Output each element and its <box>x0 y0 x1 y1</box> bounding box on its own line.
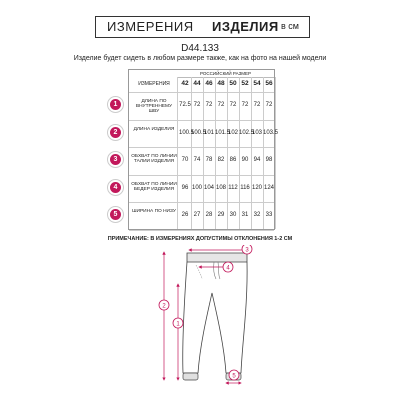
table-cell: 72.5 <box>179 102 191 108</box>
measure-label: ОБХВАТ ПО ЛИНИИ БЕДЕР ИЗДЕЛИЯ <box>131 181 177 192</box>
grid-vline <box>227 77 228 229</box>
figure-marker-5 <box>229 370 239 380</box>
svg-text:1: 1 <box>176 321 180 328</box>
left-cuff <box>183 373 198 380</box>
size-header-cell: 48 <box>217 80 225 87</box>
grid-vline <box>191 77 192 229</box>
table-cell: 29 <box>217 212 225 218</box>
pants-outline <box>183 262 247 373</box>
grid-hline <box>129 120 274 121</box>
size-header-cell: 42 <box>181 80 189 87</box>
figure-marker-4 <box>223 262 233 272</box>
size-header-cell: 50 <box>229 80 237 87</box>
size-table <box>128 69 279 230</box>
measure-column-header: ИЗМЕРЕНИЯ <box>138 81 170 87</box>
svg-text:4: 4 <box>226 265 230 272</box>
table-cell: 30 <box>229 212 237 218</box>
page-header <box>0 16 400 38</box>
measure-number-badge: 2 <box>110 127 121 138</box>
pants-diagram <box>130 245 280 393</box>
table-cell: 94 <box>253 157 261 163</box>
measure-number-badge: 1 <box>110 99 121 110</box>
size-header-cell: 44 <box>193 80 201 87</box>
measure-label: ДЛИНА ПО ВНУТРЕННЕМУ ШВУ <box>135 99 173 115</box>
measure-number-badge: 3 <box>110 154 121 165</box>
table-cell: 96 <box>181 184 189 191</box>
figure-marker-3 <box>242 245 252 254</box>
size-header-cell: 46 <box>205 80 213 87</box>
grid-hline <box>129 202 274 203</box>
grid-vline <box>239 77 240 229</box>
table-cell: 72 <box>229 102 237 108</box>
svg-text:5: 5 <box>232 373 236 380</box>
table-cell: 124 <box>263 184 274 191</box>
table-cell: 103 <box>251 129 262 136</box>
svg-text:3: 3 <box>245 247 249 254</box>
size-group-header: РОССИЙСКИЙ РАЗМЕР <box>177 70 274 78</box>
drawstring <box>214 262 220 279</box>
table-cell: 28 <box>205 212 213 218</box>
grid-vline <box>203 77 204 229</box>
table-cell: 120 <box>251 184 262 191</box>
svg-text:2: 2 <box>162 303 166 310</box>
table-cell: 100.5 <box>179 129 195 136</box>
table-cell: 102.5 <box>239 129 255 136</box>
grid-vline <box>177 77 178 229</box>
fit-note: Изделие будет сидеть в любом размере также, как на фото на нашей модели <box>73 55 327 62</box>
table-cell: 116 <box>240 184 250 191</box>
measure-number-badge: 5 <box>110 209 121 220</box>
table-cell: 101.5 <box>215 129 231 136</box>
table-cell: 100 <box>191 184 202 191</box>
table-cell: 26 <box>181 212 189 218</box>
header-unit: в см <box>281 21 299 31</box>
table-cell: 82 <box>217 157 225 163</box>
table-cell: 98 <box>265 157 273 163</box>
table-cell: 72 <box>241 102 249 108</box>
grid-vline <box>251 77 252 229</box>
figure-marker-1 <box>173 318 183 328</box>
measure-label: ДЛИНА ИЗДЕЛИЯ <box>133 126 175 132</box>
grid-hline <box>129 230 274 231</box>
size-header-cell: 54 <box>253 80 261 87</box>
table-cell: 86 <box>229 157 237 163</box>
grid-vline <box>275 77 276 229</box>
table-cell: 32 <box>253 212 261 218</box>
table-cell: 78 <box>205 157 213 163</box>
table-cell: 27 <box>193 212 201 218</box>
table-cell: 31 <box>241 212 249 218</box>
footnote: ПРИМЕЧАНИЕ: В ИЗМЕРЕНИЯХ ДОПУСТИМЫ ОТКЛОНЕНИЯ 1-2 СМ <box>107 236 293 242</box>
table-cell: 33 <box>265 212 273 218</box>
header-word-item: ИЗДЕЛИЯ <box>212 19 279 34</box>
measure-label: ШИРИНА ПО НИЗУ <box>132 209 176 214</box>
table-cell: 74 <box>193 157 201 163</box>
table-cell: 72 <box>265 102 273 108</box>
table-cell: 72 <box>217 102 225 108</box>
table-cell: 90 <box>241 157 249 163</box>
table-cell: 102 <box>227 129 238 136</box>
table-cell: 100.5 <box>191 129 207 136</box>
table-cell: 108 <box>215 184 226 191</box>
grid-hline <box>129 92 274 93</box>
grid-vline <box>263 77 264 229</box>
product-code: D44.133 <box>181 43 219 54</box>
grid-hline <box>129 175 274 176</box>
table-cell: 101 <box>203 129 214 136</box>
measure-label: ОБХВАТ ПО ЛИНИИ ТАЛИИ ИЗДЕЛИЯ <box>131 154 177 165</box>
grid-hline <box>129 147 274 148</box>
figure-marker-2 <box>159 300 169 310</box>
waistband-outline <box>187 253 247 262</box>
table-cell: 103.5 <box>263 129 279 136</box>
header-word-measurements: ИЗМЕРЕНИЯ <box>107 19 194 34</box>
size-header-cell: 52 <box>241 80 249 87</box>
table-cell: 104 <box>203 184 214 191</box>
grid-vline <box>215 77 216 229</box>
table-cell: 112 <box>228 184 238 191</box>
table-cell: 72 <box>253 102 261 108</box>
size-header-cell: 56 <box>265 80 273 87</box>
measure-number-badge: 4 <box>110 182 121 193</box>
table-cell: 70 <box>181 157 189 163</box>
table-cell: 72 <box>193 102 201 108</box>
table-cell: 72 <box>205 102 213 108</box>
